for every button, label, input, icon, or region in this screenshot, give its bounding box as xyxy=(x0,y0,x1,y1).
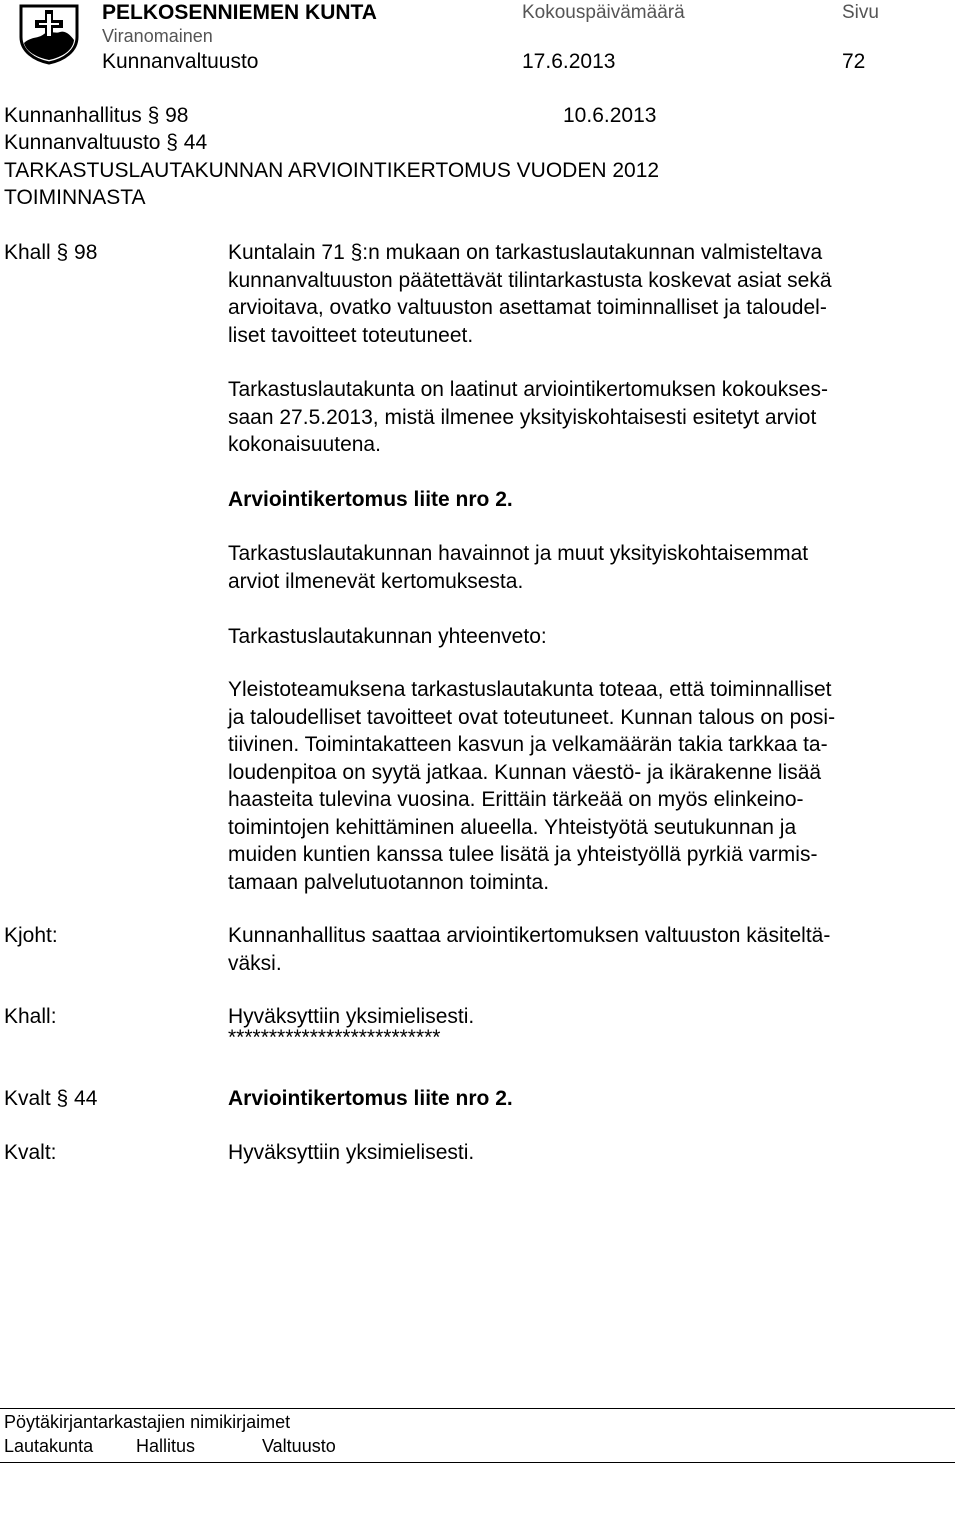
date-value: 17.6.2013 xyxy=(522,50,616,73)
separator-stars: ************************** xyxy=(228,1026,441,1049)
kjoht-proposal xyxy=(228,922,928,977)
footer-col-lautakunta: Lautakunta xyxy=(4,1436,94,1456)
footer-divider xyxy=(0,1408,955,1409)
text-line: tiivinen. Toimintakatteen kasvun ja velkamäärän takia tarkkaa ta- xyxy=(228,733,828,756)
footer-col-hallitus: Hallitus xyxy=(136,1436,196,1456)
text-line: Kuntalain 71 §:n mukaan on tarkastuslautakunnan valmisteltava xyxy=(228,241,823,264)
footer-col-valtuusto: Valtuusto xyxy=(262,1436,336,1456)
text-line: ja taloudelliset tavoitteet ovat toteutuneet. Kunnan talous on posi- xyxy=(228,705,836,729)
coat-of-arms-icon xyxy=(18,3,80,65)
text-line: toimintojen kehittäminen alueella. Yhteistyötä seutukunnan ja xyxy=(228,815,797,839)
paragraph-summary xyxy=(228,676,928,896)
text-line: Yleistoteamuksena tarkastuslautakunta toteaa, että toiminnalliset xyxy=(228,678,832,701)
text-line: haasteita tulevina vuosina. Erittäin tärkeää on myös elinkeino- xyxy=(228,788,804,811)
page-label: Sivu xyxy=(842,2,879,23)
attachment-reference: Arviointikertomus liite nro 2. xyxy=(228,488,513,511)
paragraph-report-prepared xyxy=(228,376,928,459)
kjoht-label: Kjoht: xyxy=(4,924,58,947)
kvalt-attachment-reference: Arviointikertomus liite nro 2. xyxy=(228,1087,513,1110)
summary-heading: Tarkastuslautakunnan yhteenveto: xyxy=(228,625,547,648)
authority-label: Viranomainen xyxy=(102,26,213,46)
hallitus-ref: Kunnanhallitus § 98 xyxy=(4,104,189,127)
text-line: arvioitava, ovatko valtuuston asettamat toiminnalliset ja taloudel- xyxy=(228,296,827,319)
paragraph-legal-basis xyxy=(228,239,928,349)
text-line: kunnanvaltuuston päätettävät tilintarkastusta koskevat asiat sekä xyxy=(228,268,832,292)
text-line: muiden kuntien kanssa tulee lisätä ja yhteistyöllä pyrkiä varmis- xyxy=(228,843,818,866)
kvalt-decision: Hyväksyttiin yksimielisesti. xyxy=(228,1141,475,1164)
text-line: väksi. xyxy=(228,951,282,975)
khall-label: Khall: xyxy=(4,1005,57,1028)
page-title-line1: TARKASTUSLAUTAKUNNAN ARVIOINTIKERTOMUS VUODEN 2012 xyxy=(4,159,660,182)
khall-decision: Hyväksyttiin yksimielisesti. xyxy=(228,1005,475,1028)
text-line: Kunnanhallitus saattaa arviointikertomuksen valtuuston käsiteltä- xyxy=(228,924,831,947)
date-label: Kokouspäivämäärä xyxy=(522,2,685,23)
text-line: Tarkastuslautakunnan havainnot ja muut yksityiskohtaisemmat xyxy=(228,542,809,565)
footer-divider-bottom xyxy=(0,1462,955,1463)
valtuusto-ref: Kunnanvaltuusto § 44 xyxy=(4,131,208,154)
hallitus-date: 10.6.2013 xyxy=(563,104,657,127)
page-number: 72 xyxy=(842,50,866,73)
text-line: Tarkastuslautakunta on laatinut arviointikertomuksen kokoukses- xyxy=(228,378,828,401)
text-line: loudenpitoa on syytä jatkaa. Kunnan väestö- ja ikärakenne lisää xyxy=(228,760,822,784)
authority-value: Kunnanvaltuusto xyxy=(102,50,259,73)
khall-98-label: Khall § 98 xyxy=(4,241,98,264)
municipality-name: PELKOSENNIEMEN KUNTA xyxy=(102,1,377,24)
signatures-label: Pöytäkirjantarkastajien nimikirjaimet xyxy=(4,1412,291,1432)
paragraph-observations xyxy=(228,540,928,595)
page-title-line2: TOIMINNASTA xyxy=(4,186,146,209)
text-line: saan 27.5.2013, mistä ilmenee yksityiskohtaisesti esitetyt arviot xyxy=(228,405,817,429)
text-line: tamaan palvelutuotannon toiminta. xyxy=(228,870,550,894)
text-line: liset tavoitteet toteutuneet. xyxy=(228,323,474,347)
kvalt-44-label: Kvalt § 44 xyxy=(4,1087,98,1110)
text-line: kokonaisuutena. xyxy=(228,433,381,456)
text-line: arviot ilmenevät kertomuksesta. xyxy=(228,569,524,593)
kvalt-label: Kvalt: xyxy=(4,1141,57,1164)
